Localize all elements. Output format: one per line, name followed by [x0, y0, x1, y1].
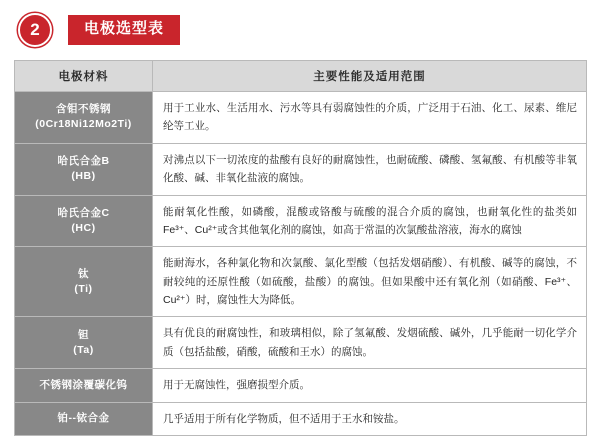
column-header-performance: 主要性能及适用范围 — [153, 61, 587, 92]
table-row — [15, 92, 587, 144]
table-row — [15, 402, 587, 435]
page-title: 电极选型表 — [68, 15, 180, 45]
table-row — [15, 317, 587, 369]
section-number-badge: 2 — [18, 13, 52, 47]
section-header — [16, 12, 586, 48]
material-code: (HB) — [71, 170, 96, 183]
table-head — [15, 61, 587, 92]
table-row — [15, 247, 587, 317]
description-cell: 能耐氧化性酸，如磷酸，混酸或铬酸与硫酸的混合介质的腐蚀，也耐氧化性的盐类如Fe³⁺、Cu²⁺或含其他氧化剂的腐蚀，如高于常温的次氯酸盐溶液，海水的腐蚀 — [153, 195, 587, 247]
material-name: 含钼不锈钢 — [56, 103, 111, 116]
table-row — [15, 195, 587, 247]
material-name: 哈氏合金C — [57, 206, 110, 219]
description-cell: 用于无腐蚀性，强磨损型介质。 — [153, 369, 587, 402]
material-name: 不锈钢涂覆碳化钨 — [39, 378, 128, 391]
material-cell — [15, 402, 153, 435]
material-name: 钽 — [78, 328, 89, 341]
material-code: (HC) — [71, 221, 96, 234]
material-name: 哈氏合金B — [57, 154, 110, 167]
material-code: (Ta) — [73, 343, 94, 356]
table-row — [15, 143, 587, 195]
table-body — [15, 92, 587, 436]
description-cell: 几乎适用于所有化学物质，但不适用于王水和铵盐。 — [153, 402, 587, 435]
description-cell: 具有优良的耐腐蚀性，和玻璃相似，除了氢氟酸、发烟硫酸、碱外，几乎能耐一切化学介质（包括盐酸，硝酸，硫酸和王水）的腐蚀。 — [153, 317, 587, 369]
table-header-row — [15, 61, 587, 92]
material-code: (Ti) — [74, 282, 93, 295]
material-cell — [15, 195, 153, 247]
material-name: 铂--铱合金 — [57, 412, 110, 425]
description-cell: 能耐海水，各种氯化物和次氯酸、氯化型酸（包括发烟硝酸）、有机酸、碱等的腐蚀，不耐较纯的还原性酸（如硫酸，盐酸）的腐蚀。但如果酸中还有氧化剂（如硝酸、Fe³⁺、Cu²⁺）时，腐蚀性大为降低。 — [153, 247, 587, 317]
material-cell — [15, 247, 153, 317]
description-cell: 对沸点以下一切浓度的盐酸有良好的耐腐蚀性，也耐硫酸、磷酸、氢氟酸、有机酸等非氧化酸、碱、非氧化盐液的腐蚀。 — [153, 143, 587, 195]
column-header-material: 电极材料 — [15, 61, 153, 92]
description-cell: 用于工业水、生活用水、污水等具有弱腐蚀性的介质，广泛用于石油、化工、尿素、维尼纶等工业。 — [153, 92, 587, 144]
table-row — [15, 369, 587, 402]
material-cell — [15, 92, 153, 144]
material-cell — [15, 369, 153, 402]
material-code: (0Cr18Ni12Mo2Ti) — [35, 118, 132, 131]
material-cell — [15, 143, 153, 195]
material-cell — [15, 317, 153, 369]
material-name: 钛 — [78, 267, 89, 280]
electrode-selection-table — [14, 60, 587, 436]
